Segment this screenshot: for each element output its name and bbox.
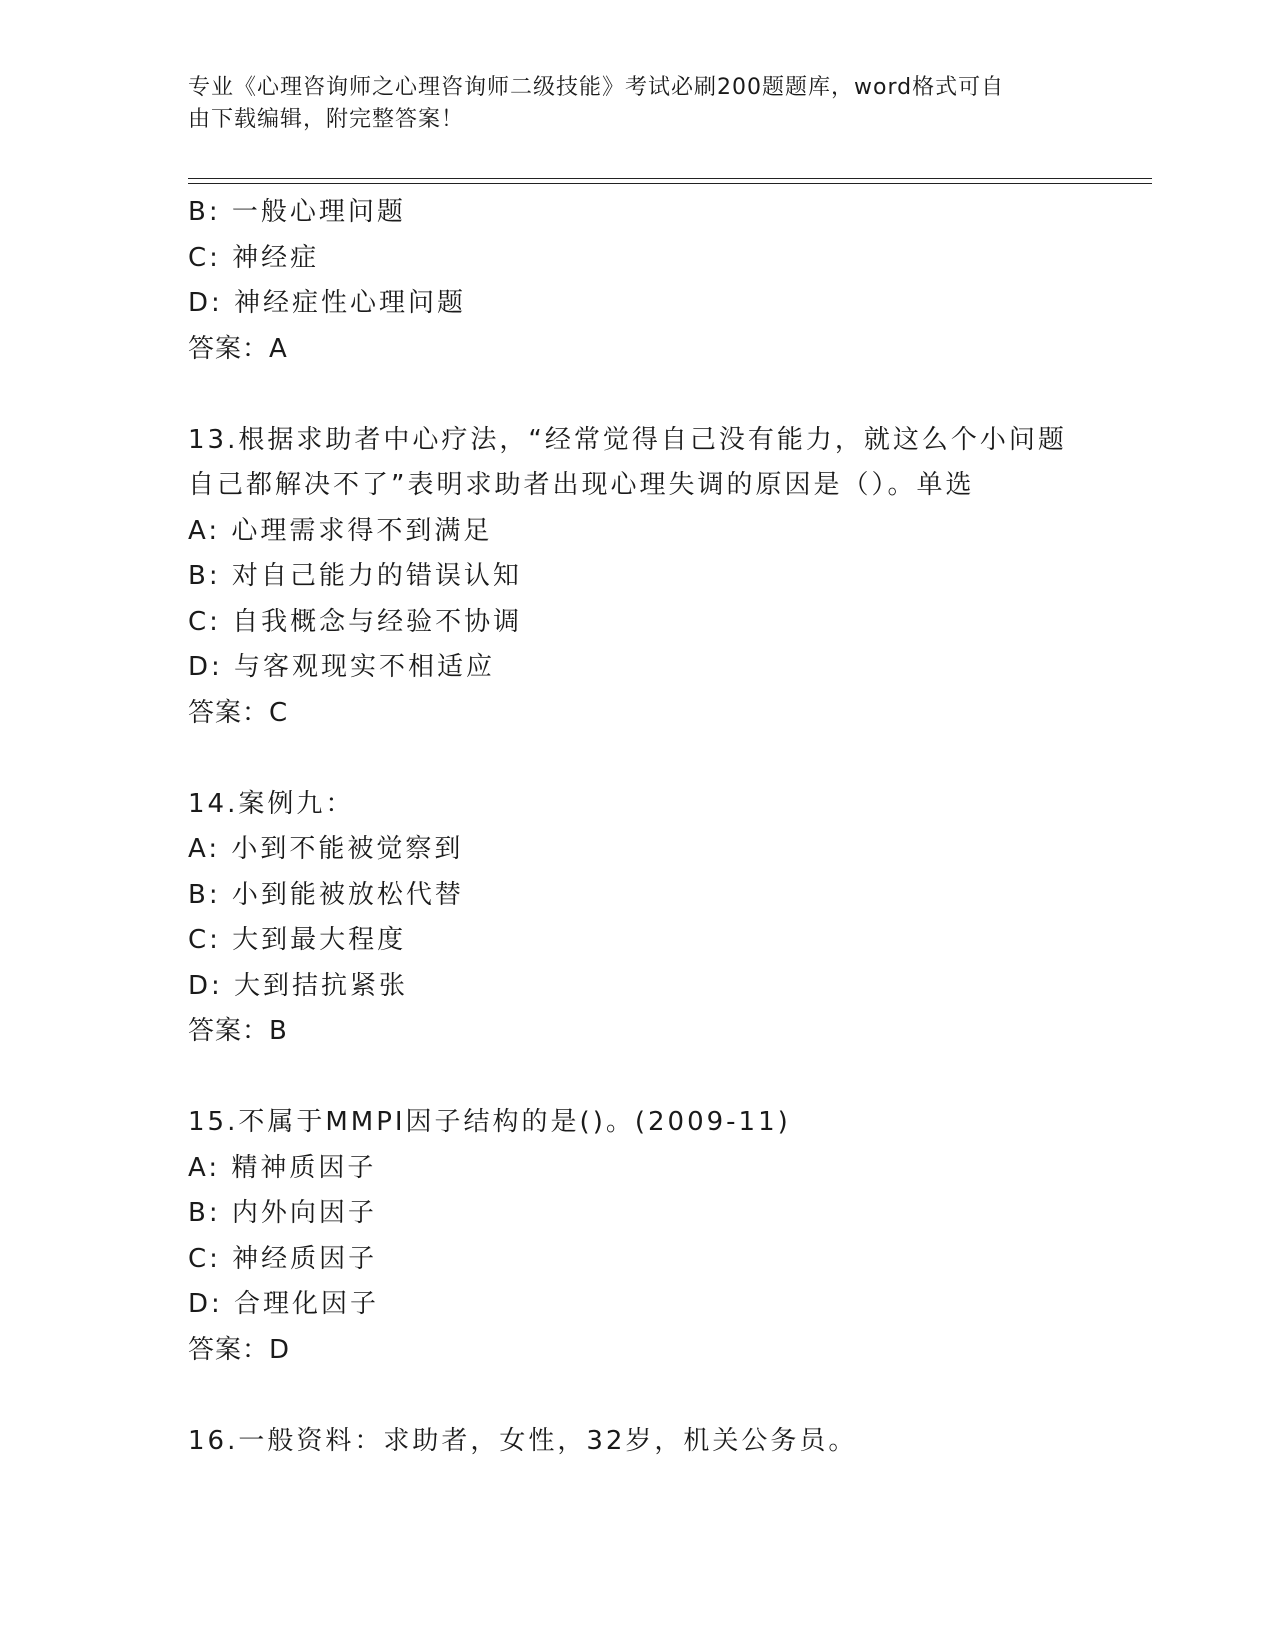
question-14	[188, 782, 1128, 1055]
question-text: 16.一般资料：求助者，女性，32岁，机关公务员。	[188, 1425, 858, 1456]
option-b: B: 小到能被放松代替	[188, 879, 464, 910]
question-text: 15.不属于MMPI因子结构的是()。(2009-11)	[188, 1107, 791, 1137]
header-line-1: 专业《心理咨询师之心理咨询师二级技能》考试必刷200题题库，word格式可自	[188, 75, 1005, 100]
option-c: C: 大到最大程度	[188, 925, 407, 955]
question-12-tail	[188, 190, 1128, 372]
header-rule-top	[188, 178, 1152, 179]
option-b: B: 一般心理问题	[188, 197, 406, 227]
option-d: D: 合理化因子	[188, 1289, 380, 1319]
header-line-2: 由下载编辑，附完整答案！	[188, 107, 465, 132]
question-16	[188, 1419, 1128, 1465]
document-header	[188, 72, 1068, 136]
answer: 答案：B	[188, 1016, 288, 1046]
question-text-line-2: 自己都解决不了”表明求助者出现心理失调的原因是（）。单选	[188, 470, 975, 500]
answer: 答案：D	[188, 1334, 291, 1365]
option-a: A: 心理需求得不到满足	[188, 515, 493, 546]
option-a: A: 精神质因子	[188, 1152, 377, 1183]
option-c: C: 神经质因子	[188, 1243, 378, 1274]
option-d: D: 神经症性心理问题	[188, 288, 467, 318]
header-rule-bottom	[188, 183, 1152, 184]
question-list	[188, 190, 1128, 1464]
question-text-line-1: 13.根据求助者中心疗法，“经常觉得自己没有能力，就这么个小问题	[188, 424, 1067, 455]
answer: 答案：A	[188, 333, 288, 364]
option-b: B: 对自己能力的错误认知	[188, 561, 522, 591]
option-d: D: 与客观现实不相适应	[188, 652, 496, 682]
option-a: A: 小到不能被觉察到	[188, 834, 464, 864]
answer: 答案：C	[188, 697, 289, 728]
question-text: 14.案例九：	[188, 788, 355, 819]
option-d: D: 大到拮抗紧张	[188, 970, 409, 1001]
question-15	[188, 1100, 1128, 1373]
option-b: B: 内外向因子	[188, 1198, 377, 1228]
option-c: C: 自我概念与经验不协调	[188, 606, 523, 637]
option-c: C: 神经症	[188, 242, 320, 273]
question-13	[188, 418, 1128, 737]
